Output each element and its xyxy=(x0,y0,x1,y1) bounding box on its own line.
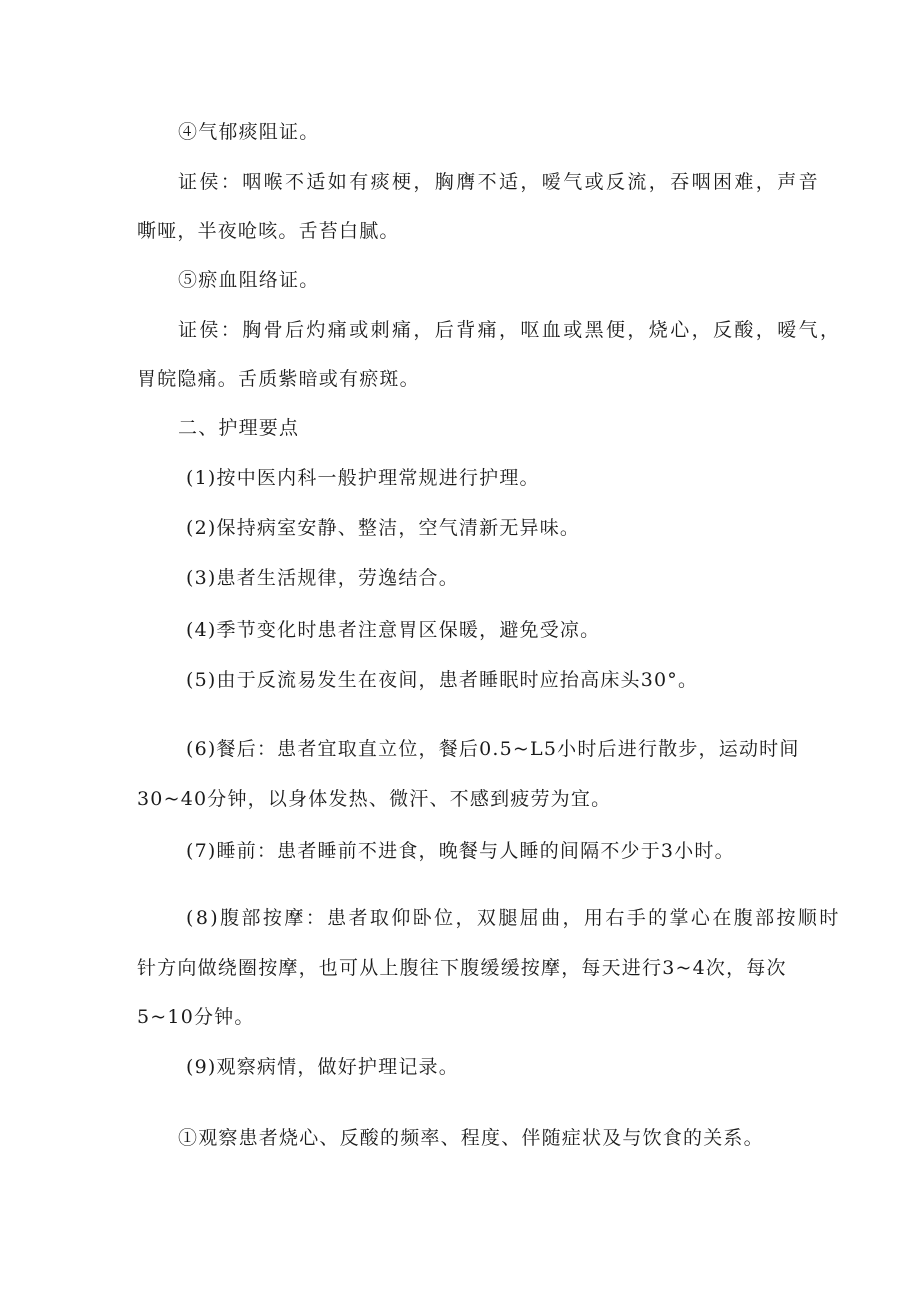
nursing-item-8-line-1: (8)腹部按摩：患者取仰卧位，双腿屈曲，用右手的掌心在腹部按顺时 xyxy=(186,907,841,929)
section-heading-nursing-points: 二、护理要点 xyxy=(178,417,300,439)
symptom-line-3: 证侯：胸骨后灼痛或刺痛，后背痛，呕血或黑便，烧心，反酸，嗳气， xyxy=(178,319,842,341)
symptom-line-2: 嘶哑，半夜呛咳。舌苔白腻。 xyxy=(137,220,400,242)
nursing-item-7: (7)睡前：患者睡前不进食，晚餐与人睡的间隔不少于3小时。 xyxy=(186,840,735,862)
nursing-item-3: (3)患者生活规律，劳逸结合。 xyxy=(186,567,459,589)
nursing-item-6-line-2: 30~40分钟，以身体发热、微汗、不感到疲劳为宜。 xyxy=(137,788,612,810)
nursing-item-8-line-2: 针方向做绕圈按摩，也可从上腹往下腹缓缓按摩，每天进行3~4次，每次 xyxy=(137,957,787,979)
symptom-line-1: 证侯：咽喉不适如有痰梗，胸膺不适，嗳气或反流，吞咽困难，声音 xyxy=(178,171,821,193)
nursing-item-6-line-1: (6)餐后：患者宜取直立位，餐后0.5~L5小时后进行散步，运动时间 xyxy=(186,738,800,760)
observation-item-1: ①观察患者烧心、反酸的频率、程度、伴随症状及与饮食的关系。 xyxy=(178,1127,764,1149)
nursing-item-2: (2)保持病室安静、整洁，空气清新无异味。 xyxy=(186,517,581,539)
nursing-item-9: (9)观察病情，做好护理记录。 xyxy=(186,1056,459,1078)
nursing-item-5: (5)由于反流易发生在夜间，患者睡眠时应抬高床头30°。 xyxy=(186,669,699,691)
heading-yu-xue-zu-luo: ⑤瘀血阻络证。 xyxy=(178,269,320,291)
nursing-item-8-line-3: 5~10分钟。 xyxy=(137,1006,255,1028)
nursing-item-1: (1)按中医内科一般护理常规进行护理。 xyxy=(186,467,540,489)
symptom-line-4: 胃皖隐痛。舌质紫暗或有瘀斑。 xyxy=(137,368,420,390)
heading-qi-yu-tan-zu: ④气郁痰阻证。 xyxy=(178,121,320,143)
nursing-item-4: (4)季节变化时患者注意胃区保暖，避免受凉。 xyxy=(186,619,601,641)
